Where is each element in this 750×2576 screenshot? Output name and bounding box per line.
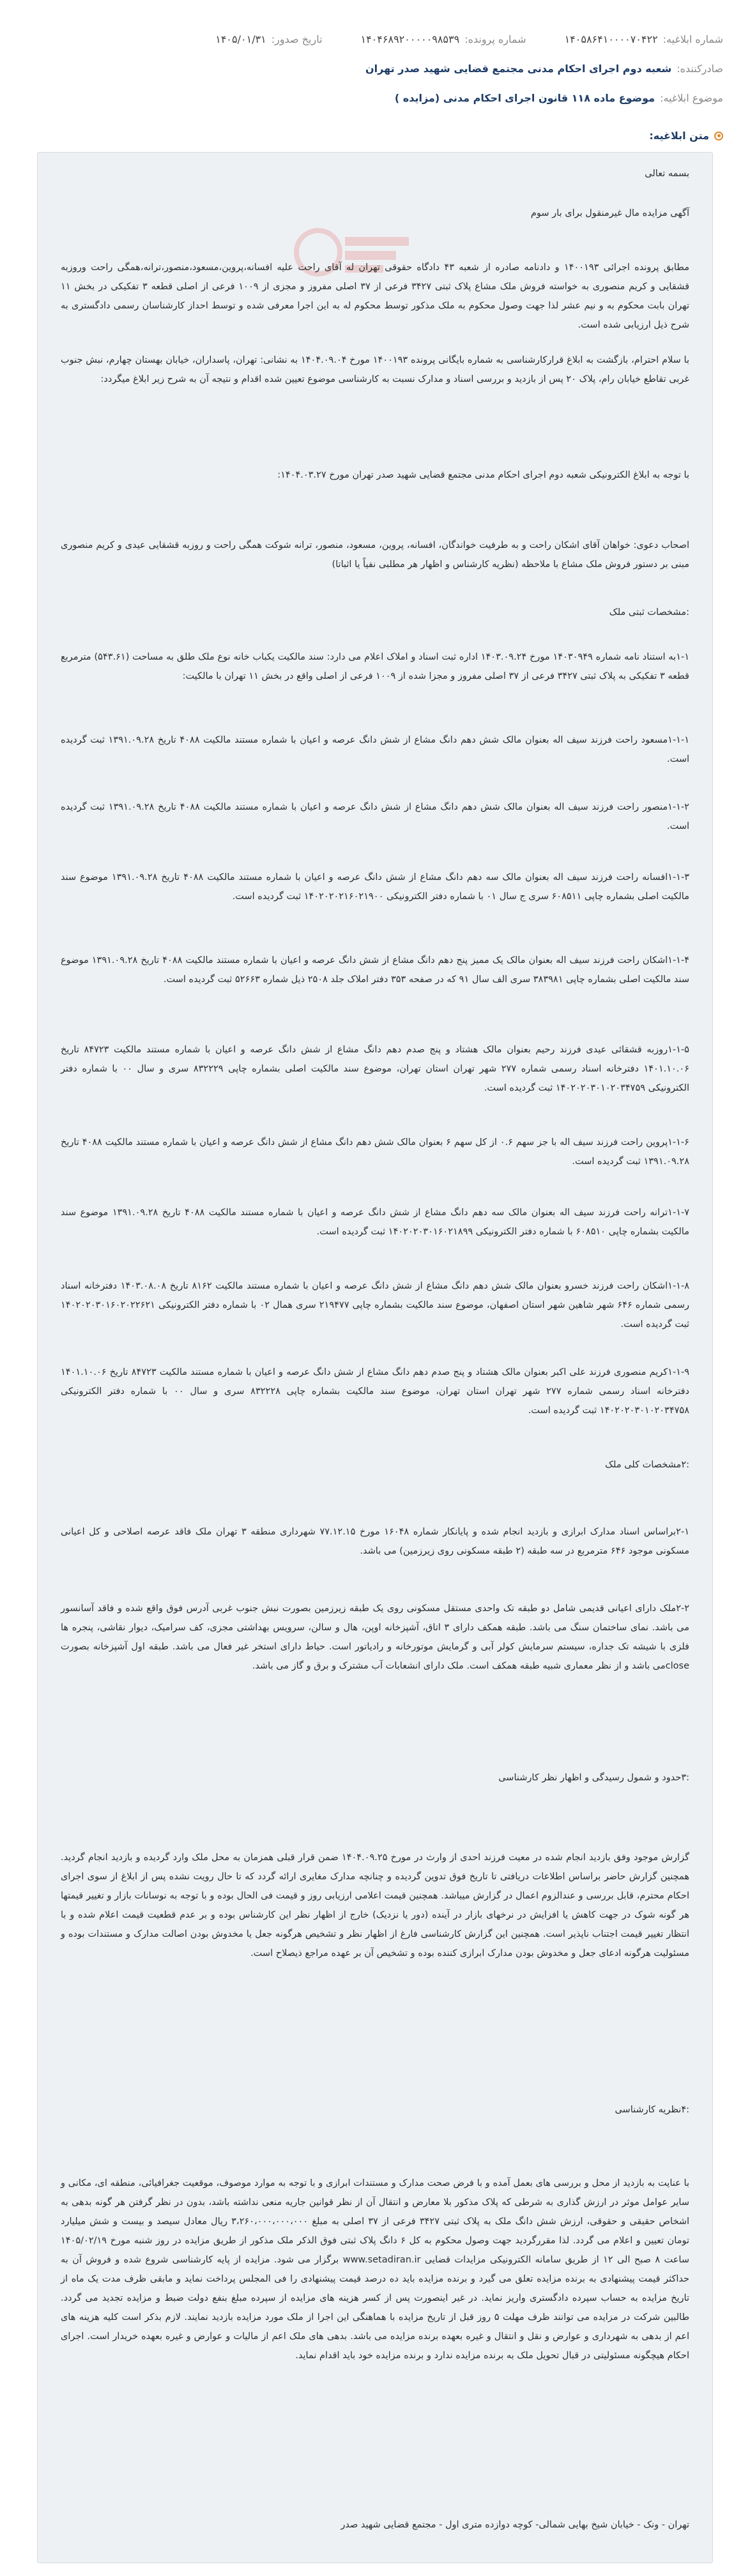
paragraph: با سلام احترام، بازگشت به ابلاغ قرارکارشناسی به شماره بایگانی پرونده ۱۴۰۰۱۹۳ مورخ ۱۴۰۴.۰۹.۰۴ به نشانی: تهران، پاسداران، خیابان بهستان چهارم، نبش جنوب غربی تقاطع خیابان رام، پلاک ۲۰ پس از بازدید و بررسی اسناد و مدارک نسبت به کارشناسی موضوع تعیین شده اقدام و نتیجه آن به شرح زیر ابلاغ میگردد: [61,355,689,384]
case-number [361,33,526,45]
case-number-value: ۱۴۰۴۶۸۹۲۰۰۰۰۰۹۸۵۳۹ [360,33,460,45]
paragraph: ۲-۱براساس اسناد مدارک ابرازی و بازدید انجام شده و پایانکار شماره ۱۶۰۴۸ مورخ ۷۷.۱۲.۱۵ شهرداری منطقه ۳ تهران ملک فاقد عرصه اصلاحی و کل اعیانی مسکونی موجود ۶۴۶ مترمربع در سه طبقه (۲ طبقه مسکونی روی زیرزمین) می باشد. [61,1527,689,1556]
notice-number-value: ۱۴۰۵۸۶۴۱۰۰۰۰۷۰۴۲۲ [564,33,658,45]
meta-row-subject [27,92,723,104]
notice-text-label: متن ابلاغیه: [649,130,709,142]
paragraph: ۱-۱-۸اشکان راحت فرزند خسرو بعنوان مالک شش دهم دانگ مشاع از شش دانگ عرصه و اعیان با شماره مستند مالکیت ۸۱۶۲ تاریخ ۱۴۰۳.۰۸.۰۸ دفترخانه اسناد رسمی شماره ۶۴۶ شهر شاهین شهر استان اصفهان، موضوع سند مالکیت بشماره چاپی ۲۱۹۴۷۷ سری همال ۰۲ با شماره دفتر الکترونیکی ۱۴۰۲۰۲۰۳۰۱۶۰۲۰۲۲۶۲۱ ثبت گردیده است. [61,1281,690,1330]
issuer-value: شعبه دوم اجرای احکام مدنی مجتمع قضایی شهید صدر تهران [365,63,672,75]
paragraph: :مشخصات ثبتی ملک [609,607,689,617]
info-dot-icon [714,132,723,140]
paragraph: آگهی مزایده مال غیرمنقول برای بار سوم [530,208,689,218]
case-number-label: شماره پرونده: [464,33,526,45]
paragraph: ۱-۱-۴اشکان راحت فرزند سیف اله بعنوان مالک یک ممیز پنج دهم دانگ مشاع از شش دانگ عرصه و اعیان با شماره مستند مالکیت ۴۰۸۸ تاریخ ۱۳۹۱.۰۹.۲۸ موضوع سند مالکیت اصلی بشماره چاپی ۳۸۳۹۸۱ سری الف سال ۹۱ که در صفحه ۳۵۳ دفتر املاک جلد ۲۵۰۸ ذیل شماره ۵۲۶۶۳ ثبت گردیده است. [61,955,689,985]
paragraph: مطابق پرونده اجرائی ۱۴۰۰۱۹۳ و دادنامه صادره از شعبه ۴۳ دادگاه حقوقی تهران له آقای راحت علیه افسانه،پروین،مسعود،منصور،ترانه،همگی راحت وروزبه قشقایی و کریم منصوری به خواسته فروش ملک مشاع پلاک ثبتی ۳۴۲۷ فرعی از ۳۷ اصلی مفروز و مجزی از ۱۰۰۹ فرعی از اصلی قطعه ۳ تفکیکی در بخش ۱۱ تهران بابت محکوم به و نیم عشر لذا جهت وصول محکوم به ملک مذکور توسط محکوم له به این اجرا معرفی شده و توسط احداز کارشناسان رسمی دادگستری به شرح ذیل ارزیابی شده است. [61,262,690,330]
paragraph: ۱-۱-۲منصور راحت فرزند سیف اله بعنوان مالک شش دهم دانگ مشاع از شش دانگ عرصه و اعیان با شماره مستند مالکیت ۴۰۸۸ تاریخ ۱۳۹۱.۰۹.۲۸ ثبت گردیده است. [61,802,689,831]
paragraph: ۱-۱-۶پروین راحت فرزند سیف اله با جز سهم ۰.۶ از کل سهم ۶ بعنوان مالک شش دهم دانگ مشاع از شش دانگ عرصه و اعیان با شماره مستند مالکیت ۴۰۸۸ تاریخ ۱۳۹۱.۰۹.۲۸ ثبت گردیده است. [61,1137,689,1167]
paragraph: ۲-۲ملک دارای اعیانی قدیمی شامل دو طبقه تک واحدی مستقل مسکونی روی یک طبقه زیرزمین بصورت نبش جنوب غربی آدرس فوق واقع شده و فاقد آسانسور می باشد. نمای ساختمان سنگ می باشد. طبقه همکف دارای ۳ اتاق، آشپزخانه اوپن، هال و سالن، سرویس بهداشتی مجزی، کف سرامیک، دیوار نقاشی، پنجره ها فلزی با شیشه تک جداره، سیستم سرمایش کولر آبی و گرمایش موتورخانه و رادیاتور است. حیاط دارای استخر غیر فعال می باشد. طبقه اول آشپزخانه بصورت closeمی باشد و از نظر معماری شبیه طبقه همکف است. ملک دارای انشعابات آب مشترک و برق و گاز می باشد. [61,1603,689,1671]
subject-value: موضوع ماده ۱۱۸ قانون اجرای احکام مدنی (مزایده ) [394,92,655,104]
issue-date-label: تاریخ صدور: [271,33,323,45]
issue-date-value: ۱۴۰۵/۰۱/۳۱ [215,33,266,45]
subject-label: موضوع ابلاغیه: [660,92,723,104]
paragraph: ۱-۱-۳افسانه راحت فرزند سیف اله بعنوان مالک سه دهم دانگ مشاع از شش دانگ عرصه و اعیان با شماره مستند مالکیت ۴۰۸۸ تاریخ ۱۳۹۱.۰۹.۲۸ موضوع سند مالکیت اصلی بشماره چاپی ۶۰۸۵۱۱ سری ج سال ۰۱ با شماره دفتر الکترونیکی ۱۴۰۲۰۲۰۲۱۶۰۲۱۹۰۰ ثبت گردیده است. [61,872,689,902]
paragraph: ۱-۱-۵روزبه قشقائی عیدی فرزند رحیم بعنوان مالک هشتاد و پنج صدم دهم دانگ مشاع از شش دانگ عرصه و اعیان با شماره مستند مالکیت ۸۴۷۲۳ تاریخ ۱۴۰۱.۱۰.۰۶ دفترخانه اسناد رسمی شماره ۲۷۷ شهر تهران استان تهران، موضوع سند مالکیت اصلی بشماره چاپی ۸۳۲۲۲۹ سری و سال ۰۰ با شماره دفتر الکترونیکی ۱۴۰۲۰۲۰۳۰۱۰۲۰۳۴۷۵۹ ثبت گردیده است. [61,1045,689,1093]
meta-row-numbers [27,33,723,45]
paragraph: تهران - ونک - خیابان شیخ بهایی شمالی- کوچه دوازده متری اول - مجتمع قضایی شهید صدر [341,2520,689,2530]
paragraph: با عنایت به بازدید از محل و بررسی های بعمل آمده و با فرض صحت مدارک و مستندات ابرازی و با توجه به موارد موصوف، موقعیت جغرافیائی، منطقه ای، مکانی و سایر عوامل موثر در ارزش گذاری به شرطی که پلاک مذکور بلا معارض و انتقال آن از نظر قوانین جاریه منعی نداشته باشد، بدون در نظر گرفتن هر گونه بدهی به اشخاص حقیقی و حقوقی، ارزش شش دانگ ملک به پلاک ثبتی ۳۴۲۷ فرعی از ۳۷ اصلی به مبلغ ۳،۲۶۰،۰۰۰،۰۰۰،۰۰۰ ریال معادل سیصد و بیست و شش میلیارد تومان تعیین و اعلام می گردد. لذا مقررگردید جهت وصول محکوم به کل ۶ دانگ پلاک ثبتی فوق الذکر ملک مذکور از طریق مزایده در روز شنبه مورخ ۱۴۰۵/۰۲/۱۹ ساعت ۸ صبح الی ۱۲ از طریق سامانه الکترونیکی مزایدات قضایی www.setadiran.ir برگزار می شود. مزایده از پایه کارشناسی شروع شده و فروش آن به حداکثر قیمت پیشنهادی به برنده مزایده تعلق می گیرد و برنده مزایده باید ده درصد قیمت پیشنهادی را فی المجلس پرداخت نماید و مابقی ظرف مدت یک ماه از تاریخ مزایده به حساب سپرده دادگستری واریز نماید. در غیر اینصورت پس از کسر هزینه های مزایده از سپرده مبلغ بنفع دولت ضبط و مزایده تجدید می گردد. طالبین شرکت در مزایده می توانند ظرف مهلت ۵ روز قبل از تاریخ مزایده با هماهنگی این اجرا از ملک مورد مزایده بازدید نمایند. لازم بذکر است کلیه هزینه های اعم از بدهی به شهرداری و عوارض و نقل و انتقال و غیره بعهده برنده مزایده می باشد. بدهی های ملک اعم از مالیات و عوارض و غیره بعهده خریدار است. اجرای احکام هیچگونه مسئولیتی در قبال تحویل ملک به برنده مزایده ندارد و برنده مزایده خود باید اقدام نماید. [61,2178,690,2361]
paragraph: ۱-۱-۷ترانه راحت فرزند سیف اله بعنوان مالک سه دهم دانگ مشاع از شش دانگ عرصه و اعیان با شماره مستند مالکیت ۴۰۸۸ تاریخ ۱۳۹۱.۰۹.۲۸ موضوع سند مالکیت بشماره چاپی ۶۰۸۵۱۰ با شماره دفتر الکترونیکی ۱۴۰۲۰۲۰۳۰۱۶۰۲۱۸۹۹ ثبت گردیده است. [61,1208,690,1237]
notice-number [565,33,723,45]
paragraph: ۱-۱-۹کریم منصوری فرزند علی اکبر بعنوان مالک هشتاد و پنج صدم دهم دانگ مشاع از شش دانگ عرصه و اعیان با شماره مستند مالکیت ۸۴۷۲۳ تاریخ ۱۴۰۱.۱۰.۰۶ دفترخانه اسناد رسمی شماره ۲۷۷ شهر تهران استان تهران، موضوع سند مالکیت بشماره چاپی ۸۳۲۲۲۸ سری و سال ۰۰ با شماره دفتر الکترونیکی ۱۴۰۲۰۲۰۳۰۱۰۲۰۳۴۷۵۸ ثبت گردیده است. [61,1367,689,1416]
notice-number-label: شماره ابلاغیه: [662,33,723,45]
notice-text-heading [649,130,723,142]
meta-row-issuer [27,63,723,75]
paragraph: :۴نظریه کارشناسی [615,2105,689,2115]
paragraph: :۲مشخصات کلی ملک [605,1460,689,1470]
paragraph: :۳حدود و شمول رسیدگی و اظهار نظر کارشناسی [498,1773,689,1783]
paragraph: بسمه تعالی [645,169,689,179]
issue-date [215,33,322,45]
paragraph: اصحاب دعوی: خواهان آقای اشکان راحت و به طرفیت خواندگان، افسانه، پروین، مسعود، منصور، ترانه شوکت همگی راحت و روزبه قشقایی عیدی و کریم منصوری مبنی بر دستور فروش ملک مشاع با ملاحظه (نظریه کارشناس و اظهار هر مطلبی نفیاً یا اثباتا) [61,540,689,570]
paragraph: ۱-۱-۱مسعود راحت فرزند سیف اله بعنوان مالک شش دهم دانگ مشاع از شش دانگ عرصه و اعیان با شماره مستند مالکیت ۴۰۸۸ تاریخ ۱۳۹۱.۰۹.۲۸ ثبت گردیده است. [61,735,689,764]
notice-content [37,152,713,2563]
paragraph: ۱-۱به استناد نامه شماره ۱۴۰۳۰۹۴۹ مورخ ۱۴۰۳.۰۹.۲۴ اداره ثبت اسناد و املاک اعلام می دارد: سند مالکیت یکباب خانه نوع ملک طلق به مساحت (۵۴۳.۶۱) مترمربع قطعه ۳ تفکیکی به پلاک ثبتی ۳۴۲۷ فرعی از ۳۷ اصلی مفروز و مجزا شده از ۱۰۰۹ فرعی از اصلی واقع در بخش ۱۱ تهران با مالکیت: [61,652,689,681]
issuer-label: صادرکننده: [677,63,723,75]
paragraph: گزارش موجود وفق بازدید انجام شده در معیت فرزند احدی از وارث در مورخ ۱۴۰۴.۰۹.۲۵ ضمن قرار قبلی همزمان به محل ملک وارد گردیده و بازدید انجام گردید. همچنین گزارش حاضر براساس اطلاعات دریافتی تا تاریخ فوق تدوین گردیده و چنانچه مدارک مغایری ارائه گردد که تا حال رویت نشده پس از ابلاغ از سوی اجرای احکام محترم، قابل بررسی و عندالزوم اعمال در گزارش میباشد. همچنین قیمت اعلامی ارزیابی روز و قیمت فی الحال بوده و با توجه به نوسانات بازار و تغییر قیمتها هر گونه شوک در جهت کاهش یا افزایش در نرخهای بازار در آینده (دور یا نزدیک) خارج از اظهار نظر این کارشناس بوده و بر عدم قطعیت قیمت اعلام شده و با انتظار تغییر قیمت اجتناب ناپذیر است. همچنین این گزارش کارشناسی فارغ از اظهار نظر و تشخیص هرگونه جعل یا مخدوش بودن اصالت مدارک و مستندات بوده و مسئولیت هرگونه ادعای جعل و مخدوش بودن مدارک ابرازی کننده بوده و تشخیص آن بر عهده مراجع ذیصلاح است. [61,1852,689,1959]
paragraph: با توجه به ابلاغ الکترونیکی شعبه دوم اجرای احکام مدنی مجتمع قضایی شهید صدر تهران مورخ ۱۴۰۴.۰۳.۲۷: [277,470,689,480]
